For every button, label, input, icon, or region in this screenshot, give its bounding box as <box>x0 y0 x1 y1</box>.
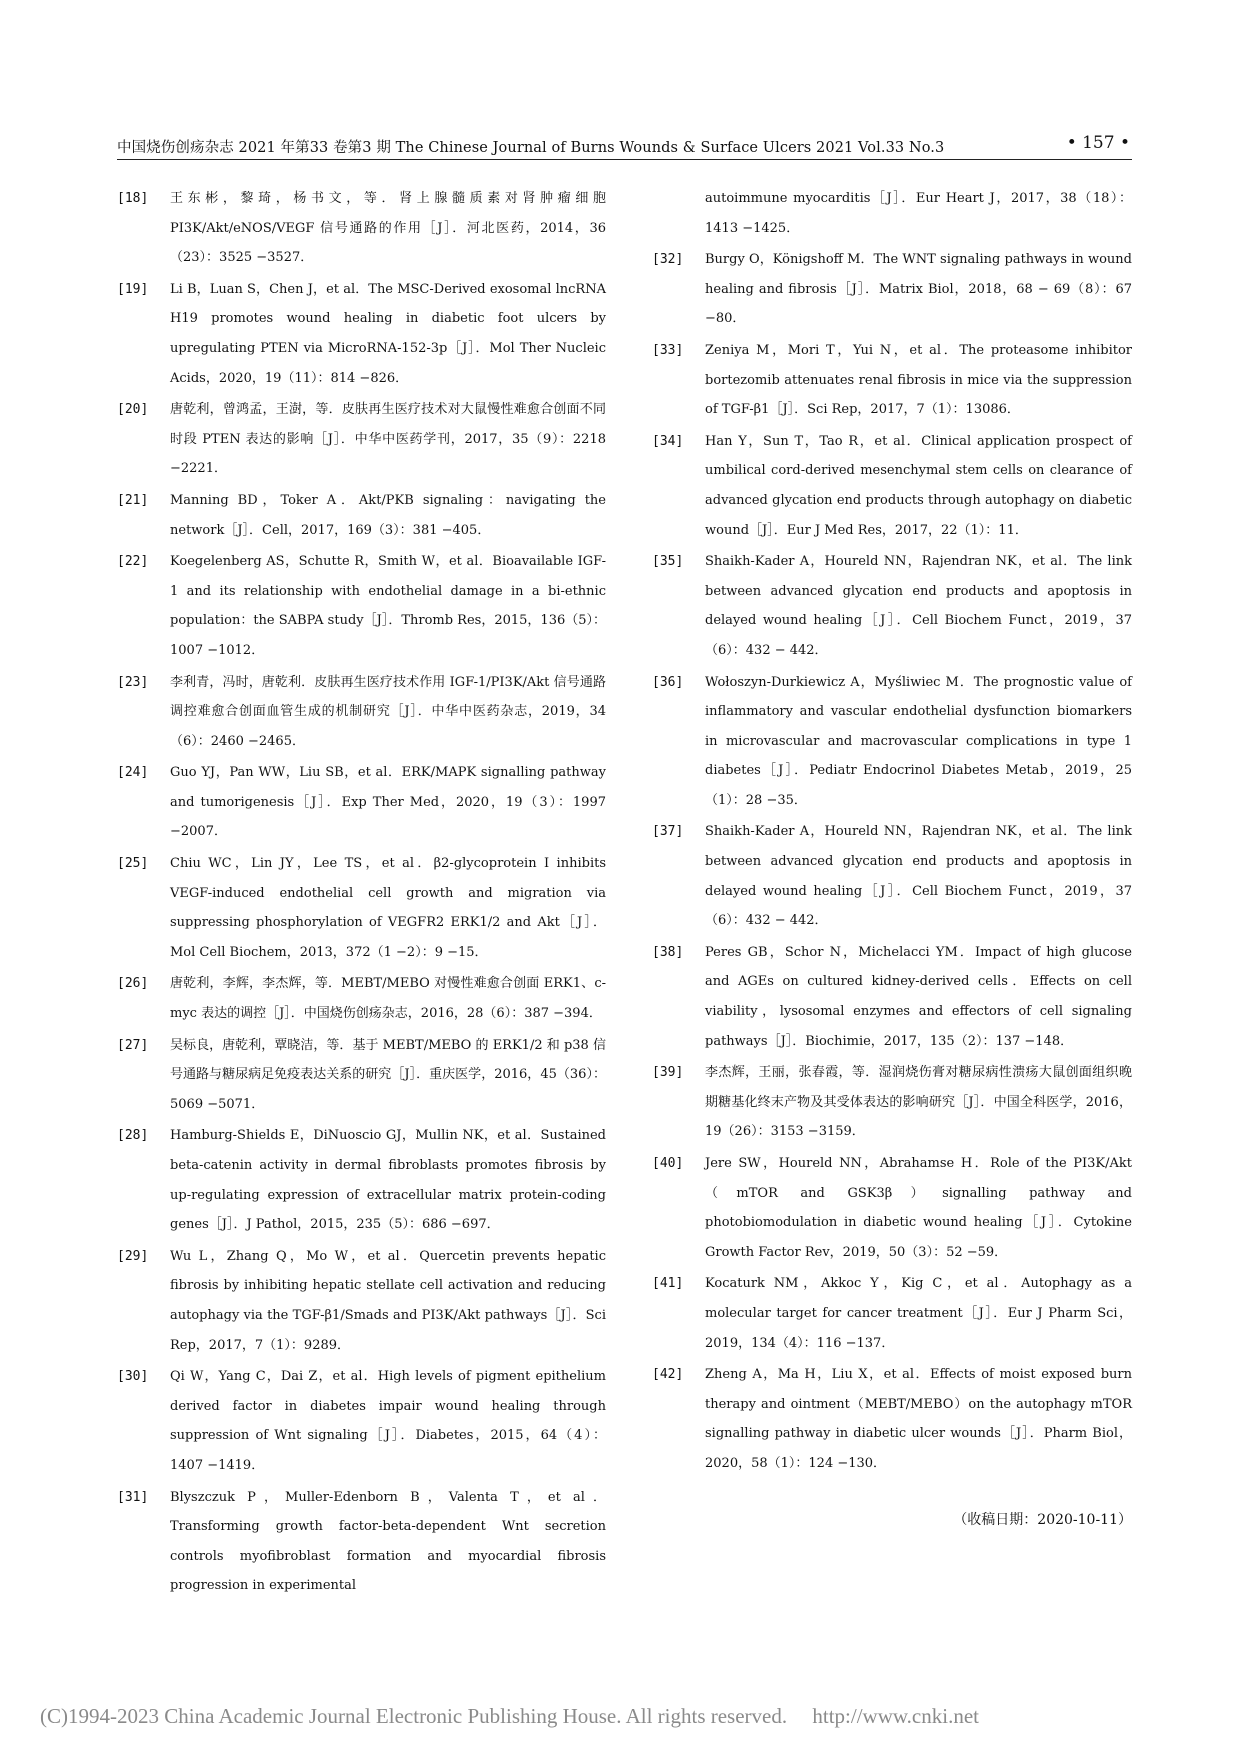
reference-text: 唐乾利，曾鸿孟，王澍，等．皮肤再生医疗技术对大鼠慢性难愈合创面不同时段 PTEN 表达的影响［J］．中华中医药学刊，2017，35（9）：2218 −2221． <box>170 402 606 477</box>
reference-text: Peres GB，Schor N，Michelacci YM．Impact of high glucose and AGEs on cultured kidney-derived cells．Effects on cell viability，lysosomal enzymes and effectors of cell signaling pathways［J］．Biochimie，2017，135（2）：137 −148． <box>705 944 1132 1049</box>
reference-item <box>652 938 1132 1056</box>
reference-text: 吴标良，唐乾利，覃晓洁，等．基于 MEBT/MEBO 的 ERK1/2 和 p38 信号通路与糖尿病足免疫表达关系的研究［J］．重庆医学，2016，45（36）：5069 −5071． <box>170 1037 606 1112</box>
reference-item <box>652 1149 1132 1267</box>
reference-text: 唐乾利，李辉，李杰辉，等．MEBT/MEBO 对慢性难愈合创面 ERK1、c-myc 表达的调控［J］．中国烧伤创疡杂志，2016，28（6）：387 −394． <box>170 976 606 1022</box>
references-left-column <box>117 184 606 1603</box>
reference-text: Shaikh-Kader A，Houreld NN，Rajendran NK，et al．The link between advanced glycation end products and apoptosis in delayed wound healing［J］．Cell Biochem Funct，2019，37（6）：432 − 442． <box>705 824 1132 929</box>
reference-item <box>117 486 606 545</box>
reference-item <box>652 245 1132 334</box>
reference-text: Zheng A，Ma H，Liu X，et al．Effects of moist exposed burn therapy and ointment（MEBT/MEBO）on the autophagy mTOR signalling pathway in diabetic ulcer wounds［J］．Pharm Biol，2020，58（1）：124 −130． <box>705 1367 1132 1471</box>
reference-item <box>117 668 606 757</box>
reference-text: Zeniya M，Mori T，Yui N，et al．The proteasome inhibitor bortezomib attenuates renal fibrosis in mice via the suppression of TGF-β1［J］．Sci Rep，2017，7（1）：13086． <box>705 342 1132 418</box>
reference-text: Burgy O，Königshoff M．The WNT signaling pathways in wound healing and fibrosis［J］．Matrix Biol，2018，68 − 69（8）：67 −80． <box>705 252 1132 327</box>
cnki-link[interactable]: http://www.cnki.net <box>812 1704 979 1728</box>
reference-text: 王东彬，黎琦，杨书文，等．肾上腺髓质素对肾肿瘤细胞 PI3K/Akt/eNOS/VEGF 信号通路的作用［J］．河北医药，2014，36（23）：3525 −3527． <box>170 191 606 266</box>
copyright-text: (C)1994-2023 China Academic Journal Electronic Publishing House. All rights reserved. <box>40 1704 788 1728</box>
reference-item <box>117 1483 606 1601</box>
reference-number: [27] <box>117 1037 149 1053</box>
reference-item <box>652 1058 1132 1147</box>
running-header <box>117 133 1132 160</box>
reference-text: Guo YJ，Pan WW，Liu SB，et al．ERK/MAPK signalling pathway and tumorigenesis［J］．Exp Ther Med，2020，19（3）：1997 −2007． <box>170 765 606 840</box>
reference-item <box>117 969 606 1028</box>
reference-item <box>117 1242 606 1360</box>
reference-text: 李杰辉，王丽，张春霞，等．湿润烧伤膏对糖尿病性溃疡大鼠创面组织晚期糖基化终末产物及其受体表达的影响研究［J］．中国全科医学，2016，19（26）：3153 −3159． <box>705 1065 1132 1140</box>
reference-number: [38] <box>652 944 684 960</box>
references-right-column <box>652 184 1132 1481</box>
reference-text: Chiu WC，Lin JY，Lee TS，et al．β2-glycoprotein I inhibits VEGF-induced endothelial cell growth and migration via suppressing phosphorylation of VEGFR2 ERK1/2 and Akt［J］．Mol Cell Biochem，2013，372（1 −2）：9 −15． <box>170 856 606 960</box>
reference-number: [23] <box>117 674 149 690</box>
reference-number: [18] <box>117 191 149 206</box>
page-number: • 157 • <box>1066 133 1130 153</box>
reference-text: 李利青，冯时，唐乾利．皮肤再生医疗技术作用 IGF-1/PI3K/Akt 信号通路调控难愈合创面血管生成的机制研究［J］．中华中医药杂志，2019，34（6）：2460 −2465． <box>170 674 606 749</box>
reference-item <box>117 184 606 273</box>
reference-item <box>117 849 606 967</box>
reference-continuation-text: autoimmune myocarditis［J］．Eur Heart J，2017，38（18）：1413 −1425． <box>705 191 1132 236</box>
reference-number: [21] <box>117 492 149 508</box>
reference-number: [41] <box>652 1276 684 1292</box>
reference-number: [34] <box>652 433 684 449</box>
copyright-footer <box>40 1704 979 1729</box>
reference-number: [30] <box>117 1369 149 1385</box>
reference-number: [26] <box>117 976 149 992</box>
reference-number: [24] <box>117 765 149 781</box>
reference-item <box>117 1362 606 1480</box>
reference-number: [28] <box>117 1128 149 1144</box>
reference-number: [31] <box>117 1489 149 1505</box>
reference-number: [29] <box>117 1248 149 1264</box>
reference-number: [37] <box>652 824 684 840</box>
reference-text: Koegelenberg AS，Schutte R，Smith W，et al．Bioavailable IGF-1 and its relationship with endothelial damage in a bi-ethnic population：the SABPA study［J］．Thromb Res，2015，136（5）：1007 −1012． <box>170 554 607 658</box>
reference-number: [39] <box>652 1065 684 1081</box>
reference-number: [35] <box>652 554 684 570</box>
reference-text: Wu L，Zhang Q，Mo W，et al．Quercetin prevents hepatic fibrosis by inhibiting hepatic stellate cell activation and reducing autophagy via the TGF-β1/Smads and PI3K/Akt pathways［J］．Sci Rep，2017，7（1）：9289． <box>170 1248 606 1353</box>
reference-continuation <box>652 184 1132 243</box>
reference-item <box>117 1031 606 1120</box>
reference-text: Kocaturk NM，Akkoc Y，Kig C，et al．Autophagy as a molecular target for cancer treatment［J］．Eur J Pharm Sci，2019，134（4）：116 −137． <box>705 1276 1132 1351</box>
reference-text: Hamburg-Shields E，DiNuoscio GJ，Mullin NK，et al．Sustained beta-catenin activity in dermal fibroblasts promotes fibrosis by up-regulating expression of extracellular matrix protein-coding genes［J］．J Pathol，2015，235（5）：686 −697． <box>170 1128 606 1233</box>
reference-item <box>652 1269 1132 1358</box>
reference-item <box>652 817 1132 935</box>
reference-text: Blyszczuk P，Muller-Edenborn B，Valenta T，et al．Transforming growth factor-beta-dependent Wnt secretion controls myofibroblast formation and myocardial fibrosis progression in experimental <box>170 1489 606 1594</box>
reference-number: [42] <box>652 1367 684 1383</box>
reference-text: Shaikh-Kader A，Houreld NN，Rajendran NK，et al．The link between advanced glycation end products and apoptosis in delayed wound healing［J］．Cell Biochem Funct，2019，37（6）：432 − 442． <box>705 554 1132 658</box>
reference-number: [32] <box>652 252 684 268</box>
reference-text: Manning BD，Toker A．Akt/PKB signaling：navigating the network［J］．Cell，2017，169（3）：381 −405． <box>170 492 606 538</box>
reference-text: Qi W，Yang C，Dai Z，et al．High levels of pigment epithelium derived factor in diabetes impair wound healing through suppression of Wnt signaling［J］．Diabetes，2015，64（4）：1407 −1419． <box>170 1369 606 1473</box>
reference-number: [25] <box>117 856 149 872</box>
reference-number: [36] <box>652 674 684 690</box>
reference-text: Han Y，Sun T，Tao R，et al．Clinical application prospect of umbilical cord-derived mesenchymal stem cells on clearance of advanced glycation end products through autophagy on diabetic wound［J］．Eur J Med Res，2017，22（1）：11． <box>705 433 1132 538</box>
reference-item <box>652 336 1132 425</box>
reference-item <box>117 395 606 484</box>
reference-item <box>652 1360 1132 1478</box>
reference-number: [33] <box>652 342 684 358</box>
reference-item <box>652 427 1132 545</box>
reference-text: Jere SW，Houreld NN，Abrahamse H．Role of the PI3K/Akt（mTOR and GSK3β）signalling pathway and photobiomodulation in diabetic wound healing［J］．Cytokine Growth Factor Rev，2019，50（3）：52 −59． <box>705 1156 1132 1260</box>
reference-item <box>652 668 1132 816</box>
reference-item <box>117 758 606 847</box>
received-date: （收稿日期：2020-10-11） <box>953 1512 1132 1528</box>
reference-number: [20] <box>117 402 149 418</box>
reference-item <box>652 547 1132 665</box>
reference-number: [19] <box>117 281 149 297</box>
reference-number: [40] <box>652 1156 684 1171</box>
reference-item <box>117 275 606 393</box>
reference-text: Li B，Luan S，Chen J，et al．The MSC-Derived exosomal lncRNA H19 promotes wound healing in diabetic foot ulcers by upregulating PTEN via MicroRNA-152-3p［J］．Mol Ther Nucleic Acids，2020，19（11）：814 −826． <box>170 281 606 386</box>
reference-text: Wołoszyn-Durkiewicz A，Myśliwiec M．The prognostic value of inflammatory and vascular endothelial dysfunction biomarkers in microvascular and macrovascular complications in type 1 diabetes［J］．Pediatr Endocrinol Diabetes Metab，2019，25（1）：28 −35． <box>705 674 1132 808</box>
running-title: 中国烧伤创疡杂志 2021 年第33 卷第3 期 The Chinese Journal of Burns Wounds & Surface Ulcers 2021 Vol.33 No.3 <box>117 140 945 156</box>
reference-item <box>117 1121 606 1239</box>
reference-item <box>117 547 606 665</box>
reference-number: [22] <box>117 554 149 570</box>
